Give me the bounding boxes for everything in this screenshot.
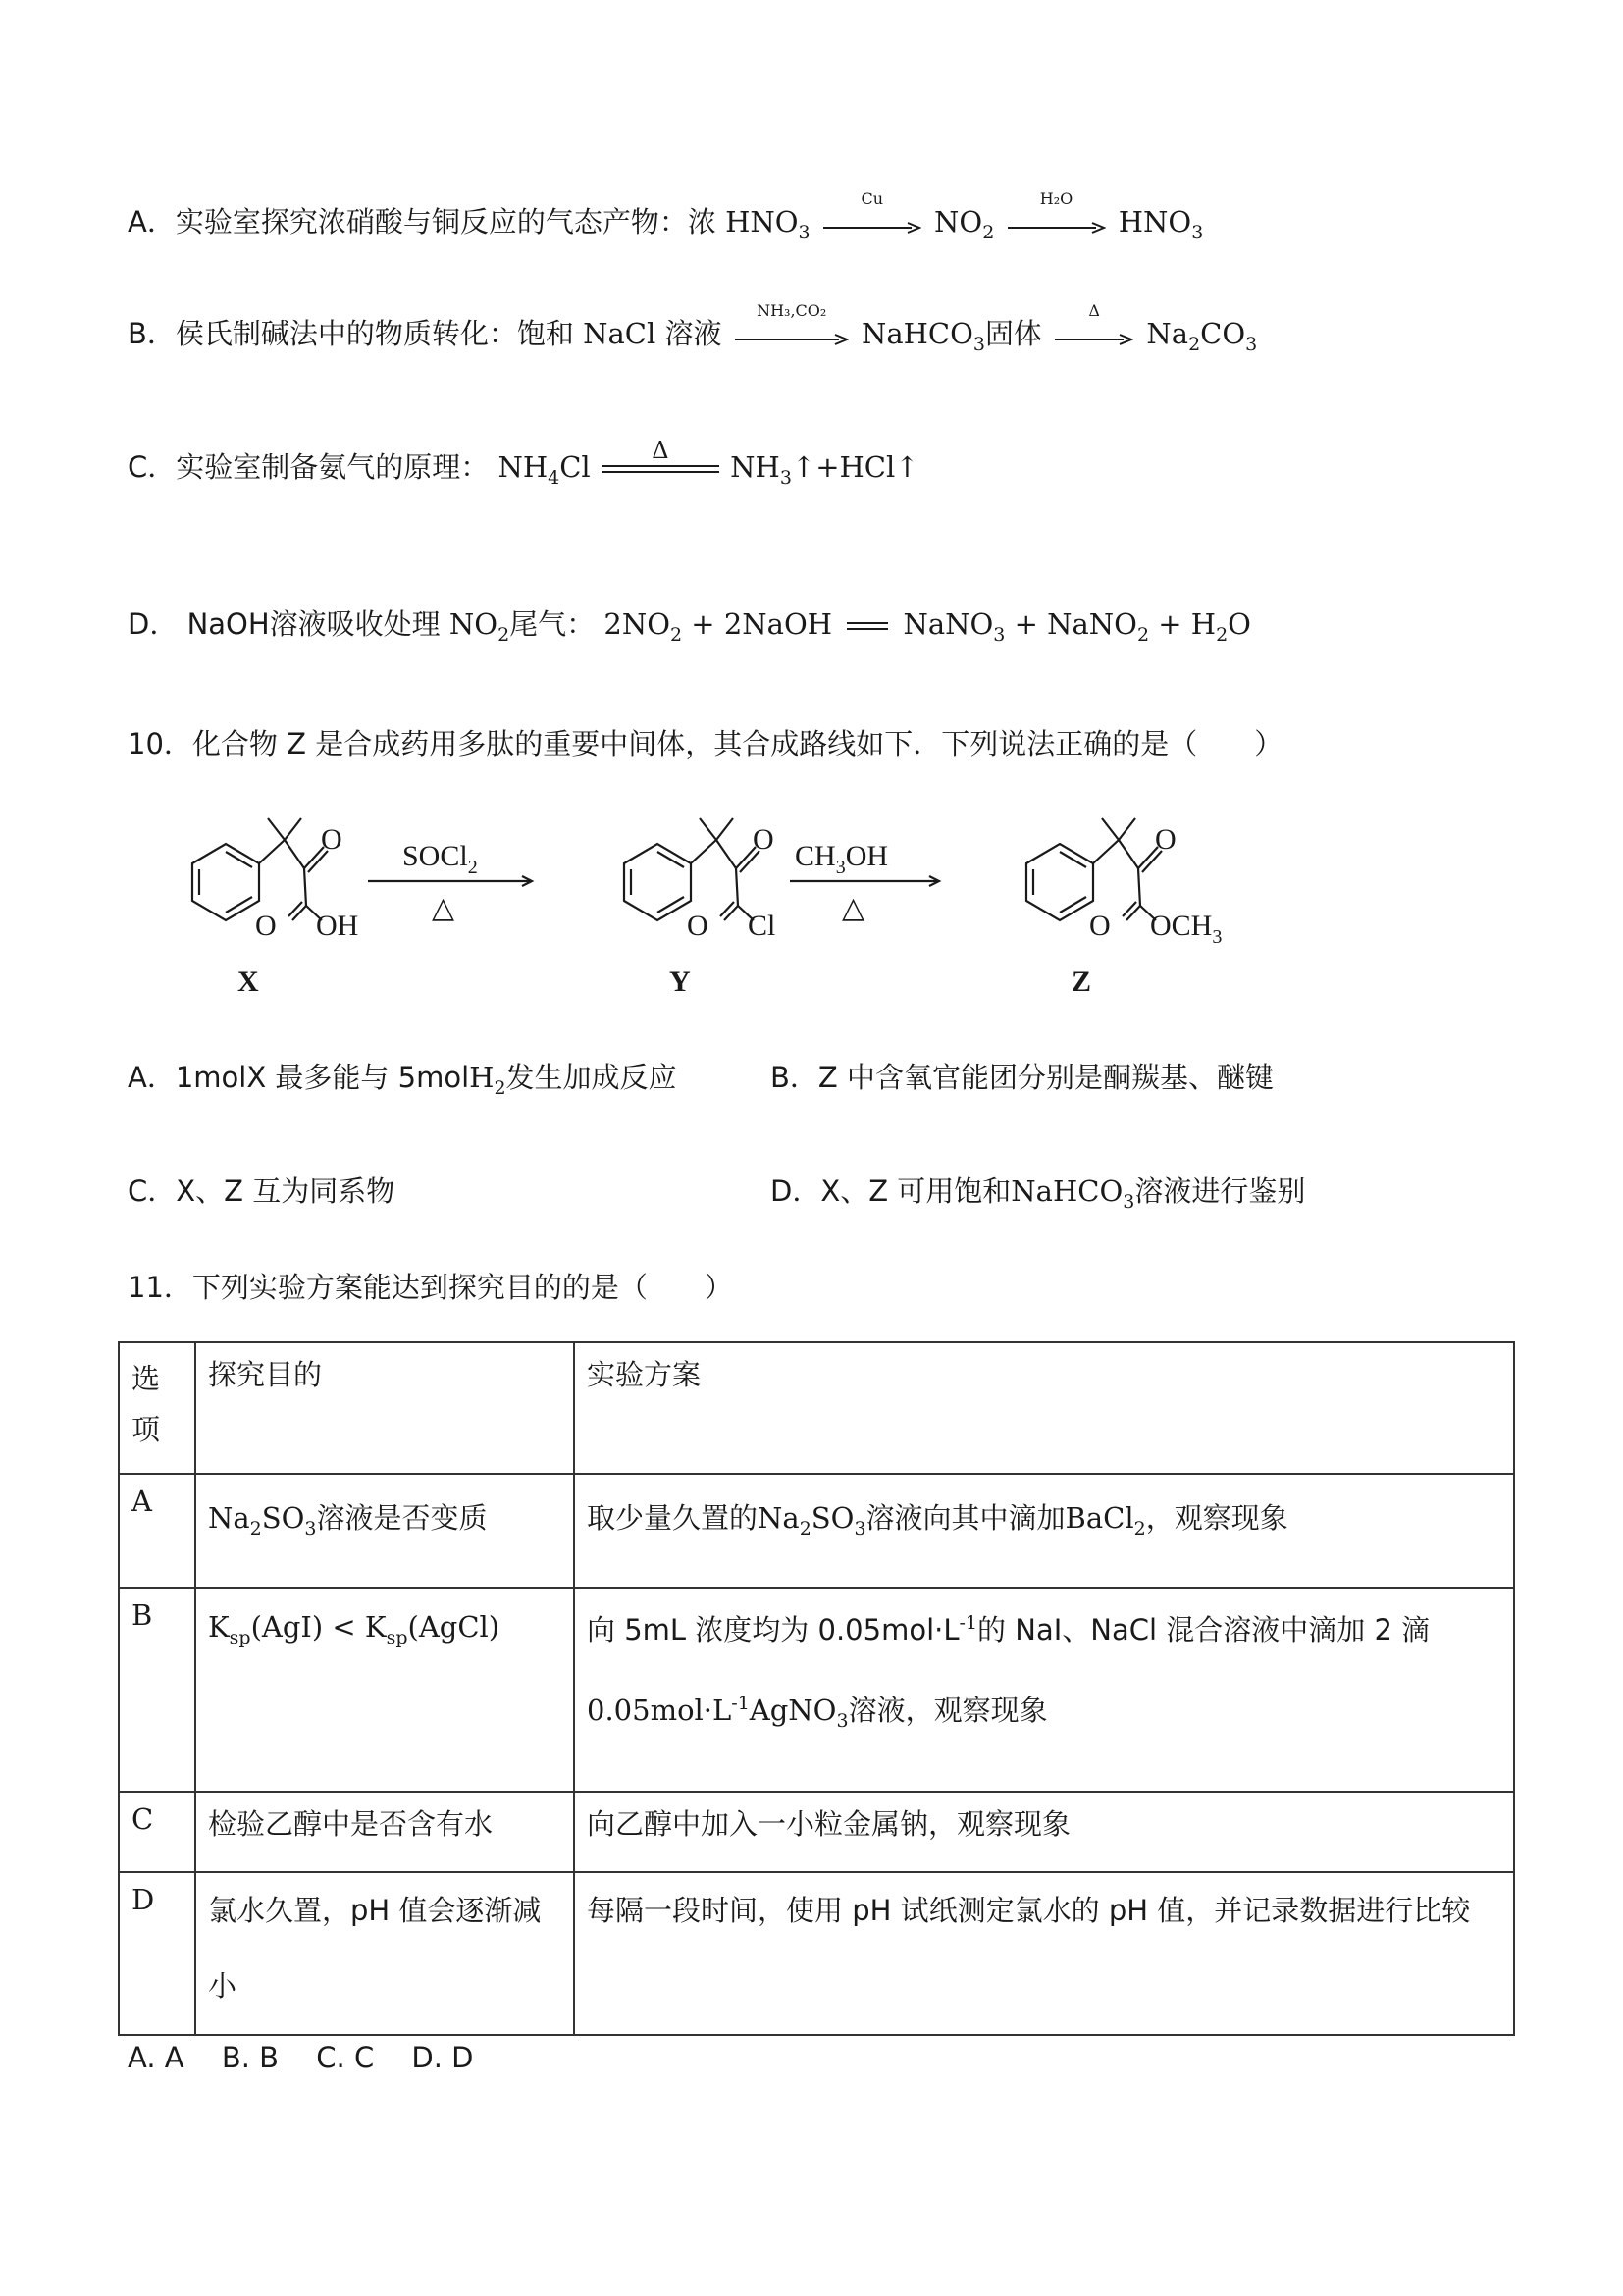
formula: HNO [1118,205,1192,238]
q10-option-b: B．Z 中含氧官能团分别是酮羰基、醚键 [770,1061,1274,1094]
q9-option-a [128,189,1204,243]
subscript: 2 [1216,624,1229,646]
equals-sign [847,620,888,632]
formula: Cl [559,450,591,484]
formula: NO [448,607,498,641]
equilibrium-sign [602,437,719,476]
formula: H [469,1061,495,1094]
formula: O [1228,607,1251,641]
right-arrow-icon [1008,222,1106,234]
header-option: 选项 [119,1342,195,1474]
subscript: 3 [1123,1191,1135,1213]
q9-a-label: A．实验室探究浓硝酸与铜反应的气态产物：浓 [128,205,716,238]
row-purpose: 检验乙醇中是否含有水 [195,1792,574,1872]
arrow-label: Δ [1088,301,1100,320]
row-option: B [119,1588,195,1792]
row-scheme [574,1588,1514,1792]
compound-x-structure [192,818,328,920]
formula: ↑+HCl↑ [791,450,919,484]
text: 溶液吸收处理 [269,607,441,641]
compound-y-label: Y [669,965,691,998]
formula: NH [497,450,549,484]
formula: NaHCO [1011,1174,1124,1208]
formula: NH [730,450,780,484]
condition-1: △ [432,892,455,924]
compound-z-label: Z [1072,965,1092,998]
subscript: 2 [670,624,683,646]
subscript: 4 [548,467,560,489]
subscript: 3 [993,624,1006,646]
q11-stem: 11．下列实验方案能达到探究目的的是（ ） [128,1271,733,1304]
table-header-row [119,1342,1514,1474]
atom-cl: Cl [748,910,776,942]
reaction-arrow [735,301,849,353]
subscript: 2 [1188,334,1201,355]
scheme-line-2: $0.05mol\cdot L^{-1}AgNO_3$溶液，观察现象 [587,1693,1048,1732]
row-purpose: $Na_2SO_3$溶液是否变质 [195,1474,574,1588]
atom-och3: $OCH_3$ [1150,910,1223,948]
row-scheme: 取少量久置的$Na_2SO_3$溶液向其中滴加BaCl$_2$，观察现象 [574,1474,1514,1588]
atom-oh: OH [316,910,359,942]
q10-option-d [770,1174,1306,1213]
text: A．1molX 最多能与 5mol [128,1061,470,1094]
condition-2: △ [842,892,865,924]
atom-o: O [1155,823,1177,856]
subscript: 2 [497,624,510,646]
table-row [119,1792,1514,1872]
formula: + NaNO [1005,607,1137,641]
formula: NO [934,205,983,238]
q11-answer-options: A. A B. B C. C D. D [128,2041,474,2074]
formula: CO [1200,317,1246,350]
formula: + H [1149,607,1217,641]
scheme-line-1: 向 5mL 浓度均为 $0.05mol\cdot L^{-1}$的 NaI、NaCl 混合溶液中滴加 2 滴 [587,1612,1431,1646]
delta-label: Δ [652,437,669,464]
subscript: 3 [798,222,811,243]
atom-o: O [753,823,774,856]
arrow-label: NH₃,CO₂ [757,301,827,320]
formula: HNO [725,205,799,238]
header-scheme: 实验方案 [574,1342,1514,1474]
formula: NaNO [903,607,994,641]
formula: NaHCO [861,317,973,350]
row-scheme: 向乙醇中加入一小粒金属钠，观察现象 [574,1792,1514,1872]
reagent-1: SOCl$_2$ [402,840,478,878]
experiment-table [118,1341,1515,2036]
formula: Na [1146,317,1189,350]
q9-option-b [128,301,1258,355]
right-arrow-icon [735,334,849,345]
reagent-2: $CH_3OH$ [795,840,889,878]
row-purpose: $K_{sp}(AgI)$ < $K_{sp}(AgCl)$ [195,1588,574,1792]
row-scheme: 每隔一段时间，使用 pH 试纸测定氯水的 pH 值，并记录数据进行比较 [574,1872,1514,2035]
text: 尾气： [509,607,596,641]
subscript: 3 [1245,334,1258,355]
row-purpose: 氯水久置，pH 值会逐渐减 小 [195,1872,574,2035]
text: 固体 [984,317,1042,350]
compound-z-structure [1026,818,1162,920]
q9-d-label: D． [128,607,179,641]
formula: + 2NaOH [682,607,833,641]
formula: 2NO [603,607,670,641]
atom-o: O [255,910,277,942]
subscript: 3 [972,334,985,355]
table-row [119,1872,1514,2035]
row-option: C [119,1792,195,1872]
atom-o: O [321,823,342,856]
table-row [119,1474,1514,1588]
compound-y-structure [624,818,759,920]
atom-o: O [1089,910,1111,942]
subscript: 3 [1191,222,1204,243]
formula: NaCl [583,317,656,350]
q9-option-c [128,437,919,489]
arrow-label: H₂O [1039,189,1073,208]
right-arrow-icon [823,222,921,234]
formula: NaOH [186,607,270,641]
q9-c-label: C．实验室制备氨气的原理： [128,450,490,484]
row-option: A [119,1474,195,1588]
subscript: 2 [982,222,995,243]
subscript: 2 [494,1077,506,1099]
reaction-arrow [823,189,921,241]
right-arrow-icon [1055,334,1133,345]
q10-stem: 10．化合物 Z 是合成药用多肽的重要中间体，其合成路线如下．下列说法正确的是（ ） [128,727,1283,760]
reaction-arrow [1055,301,1133,353]
subscript: 2 [1136,624,1150,646]
text: 溶液进行鉴别 [1134,1174,1306,1208]
text: 发生加成反应 [505,1061,677,1094]
arrow-label: Cu [861,189,884,208]
text: D．X、Z 可用饱和 [770,1174,1012,1208]
compound-x-label: X [237,965,259,998]
table-row [119,1588,1514,1792]
subscript: 3 [779,467,792,489]
q10-option-c: C．X、Z 互为同系物 [128,1174,395,1208]
row-option: D [119,1872,195,2035]
atom-o: O [687,910,708,942]
q9-b-label: B．侯氏制碱法中的物质转化：饱和 [128,317,574,350]
reaction-arrow [1008,189,1106,241]
q9-option-d [128,606,1251,646]
q10-reaction-scheme [137,795,1256,1001]
q10-option-a [128,1060,677,1099]
text: 溶液 [664,317,722,350]
header-purpose: 探究目的 [195,1342,574,1474]
